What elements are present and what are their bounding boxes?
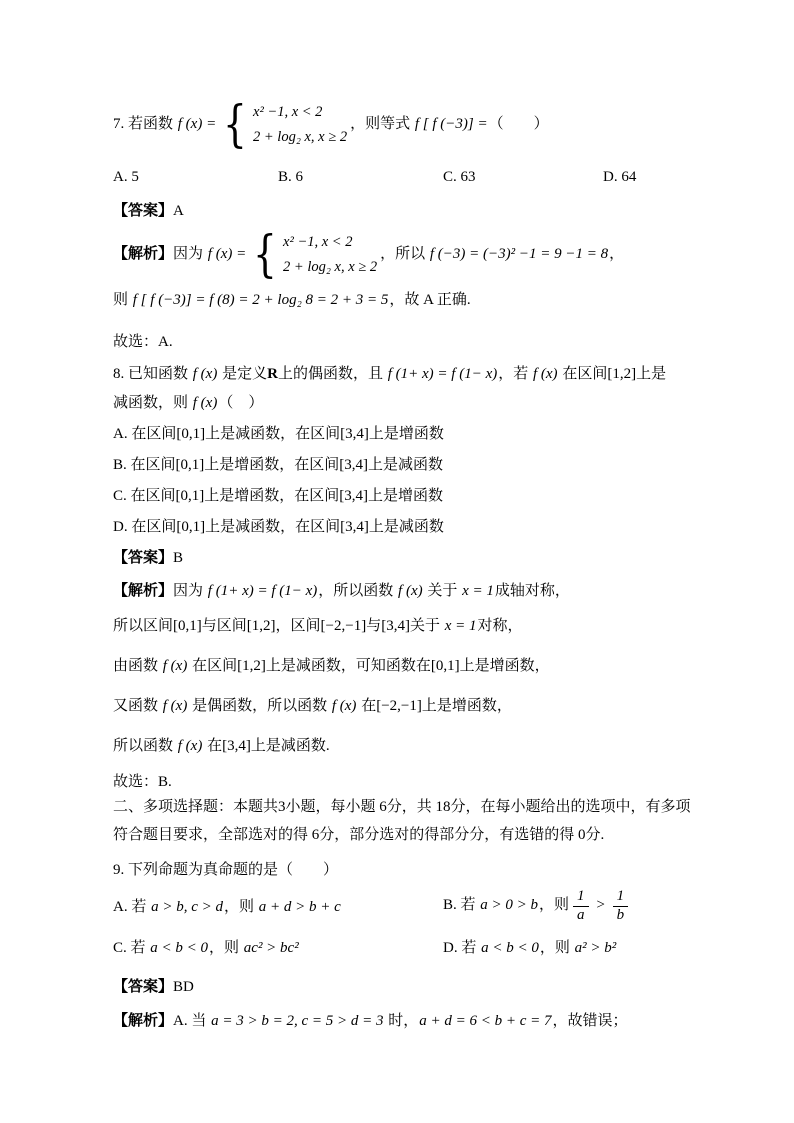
q9-option-c: C. 若 a < b < 0，则 ac² > bc²	[113, 940, 299, 956]
piecewise-case-2: 2 + log₂ x, x ≥ 2	[283, 259, 378, 275]
left-brace-icon: {	[223, 95, 248, 154]
q9-option-d: D. 若 a < b < 0，则 a² > b²	[443, 940, 617, 956]
q7-option-c: C. 63	[443, 169, 476, 185]
piecewise-function	[219, 95, 348, 154]
greater-than-sign: >	[595, 897, 606, 914]
q7-option-b: B. 6	[278, 169, 304, 185]
q8-explanation-3: 由函数 f (x) 在区间[1,2]上是减函数，可知函数在[0,1]上是增函数，	[113, 658, 550, 674]
piecewise-case-2: 2 + log₂ x, x ≥ 2	[253, 129, 348, 145]
q7-expl1-suffix: ，所以 f (−3) = (−3)² −1 = 9 −1 = 8，	[380, 246, 625, 263]
q7-explanation-2: 则 f [ f (−3)] = f (8) = 2 + log₂ 8 = 2 + 3 = 5，故 A 正确.	[113, 292, 471, 308]
fraction-one-over-a: $\frac{1}{a}$	[573, 888, 589, 924]
question-8-stem-line1: 8. 已知函数 f (x) 是定义R上的偶函数，且 f (1+ x) = f (1− x)，若 f (x) 在区间[1,2]上是	[113, 366, 667, 382]
q8-explanation-4: 又函数 f (x) 是偶函数，所以函数 f (x) 在[−2,−1]上是增函数，	[113, 698, 512, 714]
q8-explanation-1: 【解析】因为 f (1+ x) = f (1− x)，所以函数 f (x) 关于 x = 1成轴对称，	[113, 583, 570, 599]
piecewise-function	[249, 225, 378, 284]
q9-explanation-1: 【解析】A. 当 a = 3 > b = 2, c = 5 > d = 3 时，a + d = 6 < b + c = 7，故错误；	[113, 1013, 628, 1029]
q8-conclusion: 故选：B.	[113, 774, 172, 790]
q8-answer: 【答案】B	[113, 550, 184, 566]
q7-option-a: A. 5	[113, 169, 139, 185]
q9-option-b-text: B. 若 a > 0 > b，则	[443, 897, 570, 914]
fraction-one-over-b: $\frac{1}{b}$	[613, 888, 629, 924]
q9-answer: 【答案】BD	[113, 979, 194, 995]
section-2-heading-line2: 符合题目要求，全部选对的得 6分，部分选对的得部分分，有选错的得 0分.	[113, 827, 605, 843]
q9-option-b	[443, 885, 632, 927]
left-brace-icon: {	[253, 225, 278, 284]
question-7-stem	[113, 96, 549, 154]
q8-explanation-5: 所以函数 f (x) 在[3,4]上是减函数.	[113, 738, 330, 754]
q8-explanation-2: 所以区间[0,1]与区间[1,2]，区间[−2,−1]与[3,4]关于 x = 1对称，	[113, 618, 523, 634]
q7-expl1-prefix: 【解析】因为 f (x) =	[113, 246, 247, 263]
q8-option-d: D. 在区间[0,1]上是减函数，在区间[3,4]上是减函数	[113, 519, 444, 535]
q7-stem-prefix: 7. 若函数 f (x) =	[113, 116, 217, 133]
q8-option-a: A. 在区间[0,1]上是减函数，在区间[3,4]上是增函数	[113, 426, 444, 442]
q7-stem-suffix: ，则等式 f [ f (−3)] =（ ）	[350, 116, 549, 133]
q9-option-a: A. 若 a > b, c > d，则 a + d > b + c	[113, 899, 341, 915]
q8-option-b: B. 在区间[0,1]上是增函数，在区间[3,4]上是减函数	[113, 457, 444, 473]
q7-conclusion: 故选：A.	[113, 334, 173, 350]
piecewise-case-1: x² −1, x < 2	[253, 103, 323, 120]
q7-option-d: D. 64	[603, 169, 637, 185]
q7-explanation-1	[113, 226, 624, 284]
q8-option-c: C. 在区间[0,1]上是增函数，在区间[3,4]上是增函数	[113, 488, 444, 504]
section-2-heading-line1: 二、多项选择题：本题共3小题，每小题 6分，共 18分，在每小题给出的选项中，有多项	[113, 799, 691, 815]
question-8-stem-line2: 减函数，则 f (x)（ ）	[113, 395, 264, 411]
piecewise-case-1: x² −1, x < 2	[283, 233, 353, 250]
question-9-stem: 9. 下列命题为真命题的是（ ）	[113, 862, 339, 878]
q7-answer: 【答案】A	[113, 203, 184, 219]
